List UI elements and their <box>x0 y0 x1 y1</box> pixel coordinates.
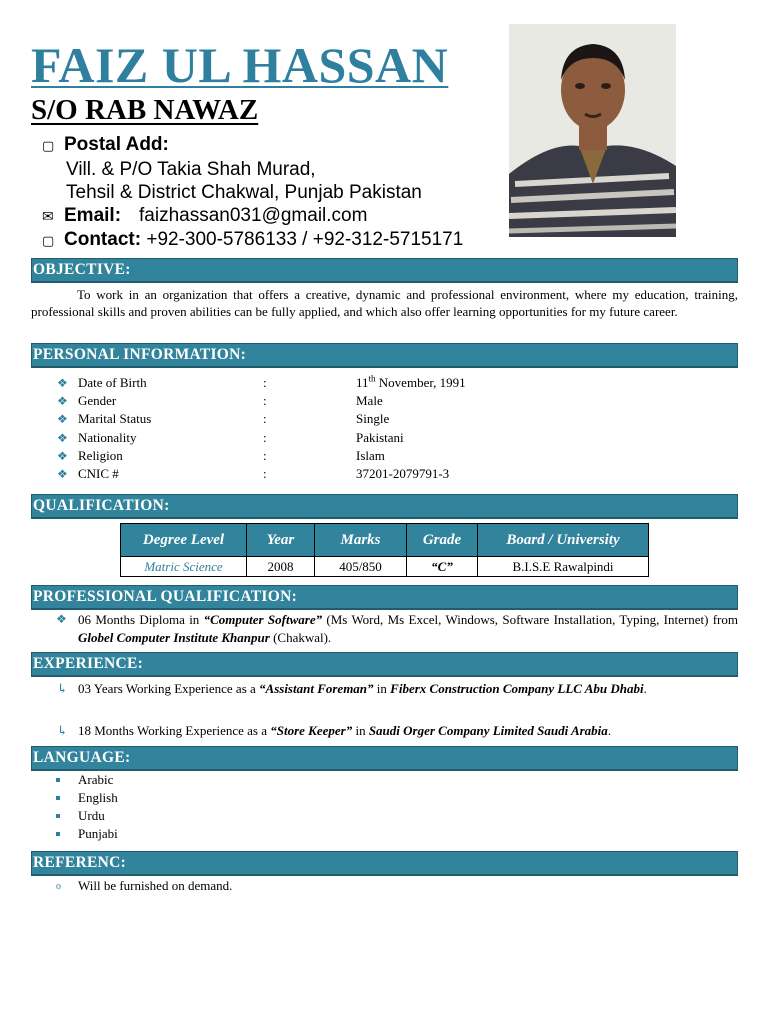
list-item: English <box>78 790 118 805</box>
envelope-icon: ✉ <box>42 208 54 224</box>
table-cell: B.I.S.E Rawalpindi <box>478 557 649 577</box>
section-professional-qualification: PROFESSIONAL QUALIFICATION: <box>31 585 738 609</box>
reference-text: Will be furnished on demand. <box>78 878 233 893</box>
hook-arrow-icon: ↳ <box>57 723 68 738</box>
gender-label: Gender <box>78 393 117 408</box>
colon: : <box>263 430 267 445</box>
colon: : <box>263 411 267 426</box>
cnic-value: 37201-2079791-3 <box>356 466 450 481</box>
dob-label: Date of Birth <box>78 375 147 390</box>
diamond-bullet-icon: ❖ <box>57 449 68 463</box>
diamond-bullet-icon: ❖ <box>57 431 68 445</box>
square-bullet-icon <box>56 832 60 836</box>
square-bullet-icon <box>56 796 60 800</box>
table-cell: Matric Science <box>121 557 247 577</box>
nationality-value: Pakistani <box>356 430 404 445</box>
religion-value: Islam <box>356 448 385 463</box>
dob-value: 11th November, 1991 <box>356 373 466 390</box>
postal-address-heading: ▢ Postal Add: <box>42 134 169 155</box>
phone-icon: ▢ <box>42 233 55 248</box>
section-language: LANGUAGE: <box>31 746 738 770</box>
table-cell: 405/850 <box>315 557 407 577</box>
postal-line-1: Vill. & P/O Takia Shah Murad, <box>66 159 316 180</box>
table-cell: “C” <box>407 557 478 577</box>
marital-value: Single <box>356 411 390 426</box>
table-cell: 2008 <box>247 557 315 577</box>
colon: : <box>263 448 267 463</box>
postal-line-2: Tehsil & District Chakwal, Punjab Pakistan <box>66 182 422 203</box>
diamond-bullet-icon: ❖ <box>57 467 68 481</box>
contact-value: +92-300-5786133 / +92-312-5715171 <box>146 229 464 250</box>
section-reference: REFERENC: <box>31 851 738 875</box>
experience-item: 18 Months Working Experience as a “Store Keeper” in Saudi Orger Company Limited Saudi Arabia. <box>78 723 612 738</box>
list-item: Urdu <box>78 808 105 823</box>
section-qualification: QUALIFICATION: <box>31 494 738 518</box>
list-item: Arabic <box>78 772 114 787</box>
section-experience: EXPERIENCE: <box>31 652 738 676</box>
gender-value: Male <box>356 393 383 408</box>
table-header: Board / University <box>478 524 649 557</box>
marital-label: Marital Status <box>78 411 152 426</box>
religion-label: Religion <box>78 448 123 463</box>
table-header: Marks <box>315 524 407 557</box>
table-header: Degree Level <box>121 524 247 557</box>
house-icon: ▢ <box>42 138 55 153</box>
diamond-bullet-icon: ❖ <box>57 376 68 390</box>
diamond-bullet-icon: ❖ <box>56 612 67 626</box>
table-row <box>121 557 649 577</box>
diamond-bullet-icon: ❖ <box>57 394 68 408</box>
qualification-table <box>120 523 649 577</box>
colon: : <box>263 393 267 408</box>
table-header-row <box>121 524 649 557</box>
nationality-label: Nationality <box>78 430 137 445</box>
contact-row: ▢ Contact: +92-300-5786133 / +92-312-5715171 <box>42 229 464 250</box>
experience-item: 03 Years Working Experience as a “Assistant Foreman” in Fiberx Construction Company LLC Abu Dhabi. <box>78 681 647 696</box>
email-row: ✉ Email: faizhassan031@gmail.com <box>42 205 368 226</box>
table-header: Grade <box>407 524 478 557</box>
square-bullet-icon <box>56 814 60 818</box>
colon: : <box>263 466 267 481</box>
professional-item: 06 Months Diploma in “Computer Software” (Ms Word, Ms Excel, Windows, Software Installation, Typing, Internet) from Globel Computer Institute Khanpur (Chakwal). <box>78 612 738 645</box>
colon: : <box>263 375 267 390</box>
table-header: Year <box>247 524 315 557</box>
square-bullet-icon <box>56 778 60 782</box>
diamond-bullet-icon: ❖ <box>57 412 68 426</box>
cnic-label: CNIC # <box>78 466 119 481</box>
list-item: Punjabi <box>78 826 118 841</box>
applicant-name: FAIZ UL HASSAN <box>31 37 449 93</box>
circle-bullet-icon: o <box>56 881 61 892</box>
objective-text: To work in an organization that offers a creative, dynamic and professional environment, where my education, training, professional skills and proven abilities can be fully applied, and which also offer learning opportunities for my future career. <box>31 287 738 319</box>
father-name: S/O RAB NAWAZ <box>31 94 259 126</box>
section-objective: OBJECTIVE: <box>31 258 738 282</box>
email-value[interactable]: faizhassan031@gmail.com <box>139 205 368 226</box>
hook-arrow-icon: ↳ <box>57 681 68 696</box>
section-personal-information: PERSONAL INFORMATION: <box>31 343 738 367</box>
profile-photo <box>509 24 676 237</box>
